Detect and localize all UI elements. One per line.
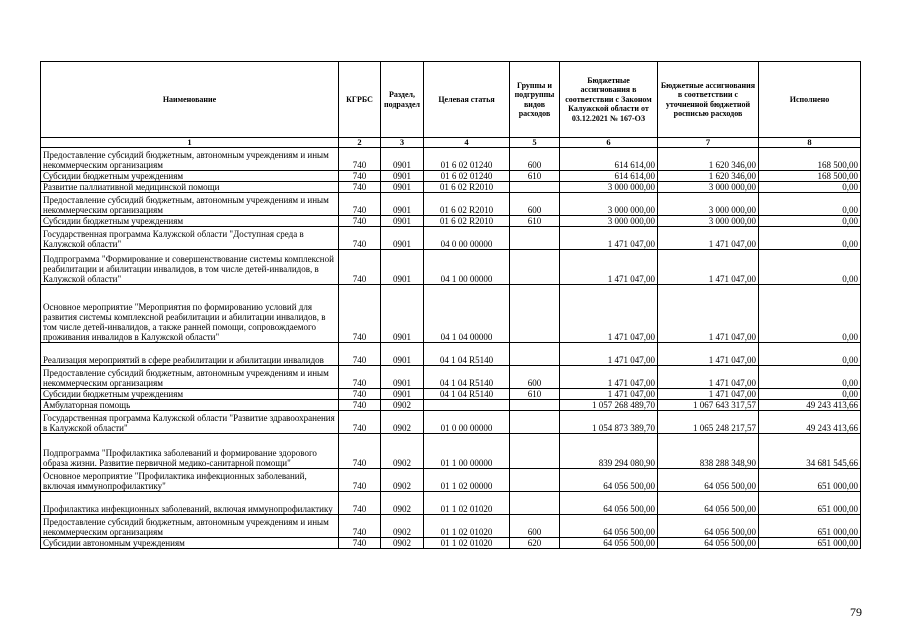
cell-law-amount: 1 471 047,00 <box>560 366 658 389</box>
cell-refined-amount: 3 000 000,00 <box>658 193 759 216</box>
cell-kgrbs: 740 <box>339 492 381 515</box>
cell-target: 04 1 04 R5140 <box>424 366 510 389</box>
cell-target: 01 1 02 01020 <box>424 538 510 549</box>
cell-refined-amount: 1 471 047,00 <box>658 343 759 366</box>
cell-refined-amount: 3 000 000,00 <box>658 182 759 193</box>
cell-law-amount: 64 056 500,00 <box>560 515 658 538</box>
cell-group <box>510 492 560 515</box>
cell-refined-amount: 1 471 047,00 <box>658 366 759 389</box>
cell-law-amount: 614 614,00 <box>560 148 658 171</box>
cell-name: Субсидии бюджетным учреждениям <box>41 216 339 227</box>
cell-law-amount: 3 000 000,00 <box>560 216 658 227</box>
cell-name: Профилактика инфекционных заболеваний, включая иммунопрофилактику <box>41 492 339 515</box>
cell-section: 0901 <box>381 148 424 171</box>
header-name: Наименование <box>41 62 339 138</box>
cell-law-amount: 64 056 500,00 <box>560 469 658 492</box>
cell-group: 600 <box>510 193 560 216</box>
header-kgrbs: КГРБС <box>339 62 381 138</box>
cell-name: Государственная программа Калужской области "Развитие здравоохранения в Калужской области" <box>41 411 339 434</box>
cell-name: Предоставление субсидий бюджетным, автономным учреждениям и иным некоммерческим организациям <box>41 148 339 171</box>
cell-group <box>510 285 560 343</box>
header-law: Бюджетные ассигнования в соответствии с Законом Калужской области от 03.12.2021 № 167-ОЗ <box>560 62 658 138</box>
cell-name: Предоставление субсидий бюджетным, автономным учреждениям и иным некоммерческим организациям <box>41 515 339 538</box>
cell-refined-amount: 3 000 000,00 <box>658 216 759 227</box>
cell-kgrbs: 740 <box>339 515 381 538</box>
table-row <box>41 515 861 538</box>
cell-kgrbs: 740 <box>339 434 381 469</box>
cell-executed-amount: 49 243 413,66 <box>759 400 861 411</box>
cell-name: Государственная программа Калужской области "Доступная среда в Калужской области" <box>41 227 339 250</box>
page-number: 79 <box>850 605 862 619</box>
cell-kgrbs: 740 <box>339 250 381 285</box>
cell-law-amount: 1 054 873 389,70 <box>560 411 658 434</box>
column-number: 2 <box>339 138 381 148</box>
cell-target: 01 1 02 00000 <box>424 469 510 492</box>
cell-group <box>510 227 560 250</box>
cell-kgrbs: 740 <box>339 343 381 366</box>
table-row <box>41 469 861 492</box>
cell-target: 01 6 02 R2010 <box>424 182 510 193</box>
cell-target: 01 1 02 01020 <box>424 515 510 538</box>
cell-kgrbs: 740 <box>339 227 381 250</box>
cell-name: Подпрограмма "Формирование и совершенствование системы комплексной реабилитации и абилитации инвалидов, в том числе детей-инвалидов, в Калужской области" <box>41 250 339 285</box>
cell-section: 0901 <box>381 193 424 216</box>
column-number: 3 <box>381 138 424 148</box>
cell-law-amount: 1 471 047,00 <box>560 227 658 250</box>
cell-target: 01 6 02 R2010 <box>424 193 510 216</box>
cell-name: Реализация мероприятий в сфере реабилитации и абилитации инвалидов <box>41 343 339 366</box>
table-row <box>41 411 861 434</box>
cell-executed-amount: 0,00 <box>759 285 861 343</box>
cell-group: 610 <box>510 171 560 182</box>
cell-executed-amount: 0,00 <box>759 250 861 285</box>
cell-section: 0902 <box>381 538 424 549</box>
column-number: 6 <box>560 138 658 148</box>
table-row <box>41 182 861 193</box>
cell-group: 620 <box>510 538 560 549</box>
table-row <box>41 538 861 549</box>
cell-refined-amount: 1 067 643 317,57 <box>658 400 759 411</box>
cell-target: 01 6 02 01240 <box>424 171 510 182</box>
cell-target: 01 6 02 01240 <box>424 148 510 171</box>
column-number: 5 <box>510 138 560 148</box>
header-executed: Исполнено <box>759 62 861 138</box>
cell-name: Амбулаторная помощь <box>41 400 339 411</box>
cell-kgrbs: 740 <box>339 182 381 193</box>
header-target: Целевая статья <box>424 62 510 138</box>
column-number: 7 <box>658 138 759 148</box>
cell-name: Подпрограмма "Профилактика заболеваний и формирование здорового образа жизни. Развитие первичной медико-санитарной помощи" <box>41 434 339 469</box>
cell-executed-amount: 0,00 <box>759 389 861 400</box>
cell-group: 600 <box>510 148 560 171</box>
cell-target: 04 1 04 R5140 <box>424 389 510 400</box>
column-number-row <box>41 138 861 148</box>
cell-kgrbs: 740 <box>339 171 381 182</box>
header-refined: Бюджетные ассигнования в соответствии с уточненной бюджетной росписью расходов <box>658 62 759 138</box>
table-row <box>41 400 861 411</box>
cell-target <box>424 400 510 411</box>
table-row <box>41 148 861 171</box>
cell-section: 0901 <box>381 366 424 389</box>
cell-executed-amount: 0,00 <box>759 182 861 193</box>
cell-target: 04 0 00 00000 <box>424 227 510 250</box>
column-number: 1 <box>41 138 339 148</box>
cell-executed-amount: 168 500,00 <box>759 148 861 171</box>
table-row <box>41 389 861 400</box>
cell-section: 0901 <box>381 389 424 400</box>
cell-executed-amount: 168 500,00 <box>759 171 861 182</box>
cell-name: Основное мероприятие "Профилактика инфекционных заболеваний, включая иммунопрофилактику" <box>41 469 339 492</box>
cell-name: Субсидии автономным учреждениям <box>41 538 339 549</box>
cell-section: 0901 <box>381 285 424 343</box>
cell-group: 600 <box>510 366 560 389</box>
cell-law-amount: 839 294 080,90 <box>560 434 658 469</box>
cell-name: Субсидии бюджетным учреждениям <box>41 171 339 182</box>
table-row <box>41 366 861 389</box>
cell-name: Субсидии бюджетным учреждениям <box>41 389 339 400</box>
cell-section: 0901 <box>381 216 424 227</box>
table-row <box>41 285 861 343</box>
cell-kgrbs: 740 <box>339 193 381 216</box>
cell-section: 0901 <box>381 250 424 285</box>
cell-refined-amount: 1 471 047,00 <box>658 227 759 250</box>
cell-refined-amount: 1 620 346,00 <box>658 148 759 171</box>
cell-section: 0902 <box>381 515 424 538</box>
cell-kgrbs: 740 <box>339 411 381 434</box>
table-row <box>41 193 861 216</box>
cell-section: 0901 <box>381 182 424 193</box>
cell-section: 0901 <box>381 171 424 182</box>
cell-executed-amount: 0,00 <box>759 227 861 250</box>
cell-target: 04 1 04 00000 <box>424 285 510 343</box>
cell-target: 01 1 00 00000 <box>424 434 510 469</box>
cell-executed-amount: 651 000,00 <box>759 538 861 549</box>
cell-refined-amount: 64 056 500,00 <box>658 515 759 538</box>
table-row <box>41 434 861 469</box>
cell-kgrbs: 740 <box>339 148 381 171</box>
cell-executed-amount: 0,00 <box>759 366 861 389</box>
cell-kgrbs: 740 <box>339 285 381 343</box>
cell-section: 0901 <box>381 343 424 366</box>
cell-kgrbs: 740 <box>339 216 381 227</box>
cell-executed-amount: 49 243 413,66 <box>759 411 861 434</box>
cell-section: 0902 <box>381 434 424 469</box>
cell-group <box>510 411 560 434</box>
cell-group <box>510 250 560 285</box>
table-row <box>41 171 861 182</box>
cell-refined-amount: 1 471 047,00 <box>658 285 759 343</box>
budget-table <box>40 61 861 549</box>
cell-executed-amount: 0,00 <box>759 343 861 366</box>
cell-law-amount: 1 057 268 489,70 <box>560 400 658 411</box>
cell-name: Развитие паллиативной медицинской помощи <box>41 182 339 193</box>
cell-name: Основное мероприятие "Мероприятия по формированию условий для развития системы комплексной реабилитации и абилитации инвалидов, в том числе детей-инвалидов, а также ранней помощи, сопровождаемого проживания инвалидов в Калужской области" <box>41 285 339 343</box>
cell-refined-amount: 1 065 248 217,57 <box>658 411 759 434</box>
cell-group <box>510 434 560 469</box>
cell-group: 610 <box>510 389 560 400</box>
cell-law-amount: 3 000 000,00 <box>560 193 658 216</box>
table-body <box>41 148 861 549</box>
cell-refined-amount: 64 056 500,00 <box>658 469 759 492</box>
cell-section: 0902 <box>381 469 424 492</box>
cell-refined-amount: 1 471 047,00 <box>658 389 759 400</box>
header-section: Раздел, подраздел <box>381 62 424 138</box>
table-row <box>41 492 861 515</box>
cell-target: 01 6 02 R2010 <box>424 216 510 227</box>
cell-name: Предоставление субсидий бюджетным, автономным учреждениям и иным некоммерческим организациям <box>41 193 339 216</box>
cell-group <box>510 343 560 366</box>
cell-group <box>510 400 560 411</box>
cell-section: 0902 <box>381 492 424 515</box>
table-row <box>41 343 861 366</box>
header-row <box>41 62 861 138</box>
cell-refined-amount: 1 620 346,00 <box>658 171 759 182</box>
table-row <box>41 227 861 250</box>
cell-law-amount: 1 471 047,00 <box>560 343 658 366</box>
cell-law-amount: 1 471 047,00 <box>560 285 658 343</box>
column-number: 8 <box>759 138 861 148</box>
cell-group: 600 <box>510 515 560 538</box>
cell-executed-amount: 651 000,00 <box>759 469 861 492</box>
column-number: 4 <box>424 138 510 148</box>
cell-group: 610 <box>510 216 560 227</box>
cell-section: 0901 <box>381 227 424 250</box>
cell-executed-amount: 34 681 545,66 <box>759 434 861 469</box>
table-row <box>41 250 861 285</box>
cell-law-amount: 3 000 000,00 <box>560 182 658 193</box>
cell-executed-amount: 651 000,00 <box>759 492 861 515</box>
cell-refined-amount: 64 056 500,00 <box>658 538 759 549</box>
header-groups: Группы и подгруппы видов расходов <box>510 62 560 138</box>
cell-kgrbs: 740 <box>339 538 381 549</box>
cell-executed-amount: 651 000,00 <box>759 515 861 538</box>
cell-kgrbs: 740 <box>339 400 381 411</box>
cell-kgrbs: 740 <box>339 469 381 492</box>
cell-executed-amount: 0,00 <box>759 216 861 227</box>
cell-kgrbs: 740 <box>339 389 381 400</box>
cell-group <box>510 182 560 193</box>
cell-refined-amount: 1 471 047,00 <box>658 250 759 285</box>
cell-target: 01 1 02 01020 <box>424 492 510 515</box>
cell-law-amount: 614 614,00 <box>560 171 658 182</box>
cell-law-amount: 1 471 047,00 <box>560 250 658 285</box>
cell-kgrbs: 740 <box>339 366 381 389</box>
cell-law-amount: 64 056 500,00 <box>560 492 658 515</box>
cell-law-amount: 1 471 047,00 <box>560 389 658 400</box>
cell-target: 04 1 04 R5140 <box>424 343 510 366</box>
cell-target: 04 1 00 00000 <box>424 250 510 285</box>
cell-law-amount: 64 056 500,00 <box>560 538 658 549</box>
cell-refined-amount: 838 288 348,90 <box>658 434 759 469</box>
cell-refined-amount: 64 056 500,00 <box>658 492 759 515</box>
cell-name: Предоставление субсидий бюджетным, автономным учреждениям и иным некоммерческим организациям <box>41 366 339 389</box>
cell-target: 01 0 00 00000 <box>424 411 510 434</box>
cell-section: 0902 <box>381 400 424 411</box>
cell-section: 0902 <box>381 411 424 434</box>
cell-executed-amount: 0,00 <box>759 193 861 216</box>
table-row <box>41 216 861 227</box>
cell-group <box>510 469 560 492</box>
